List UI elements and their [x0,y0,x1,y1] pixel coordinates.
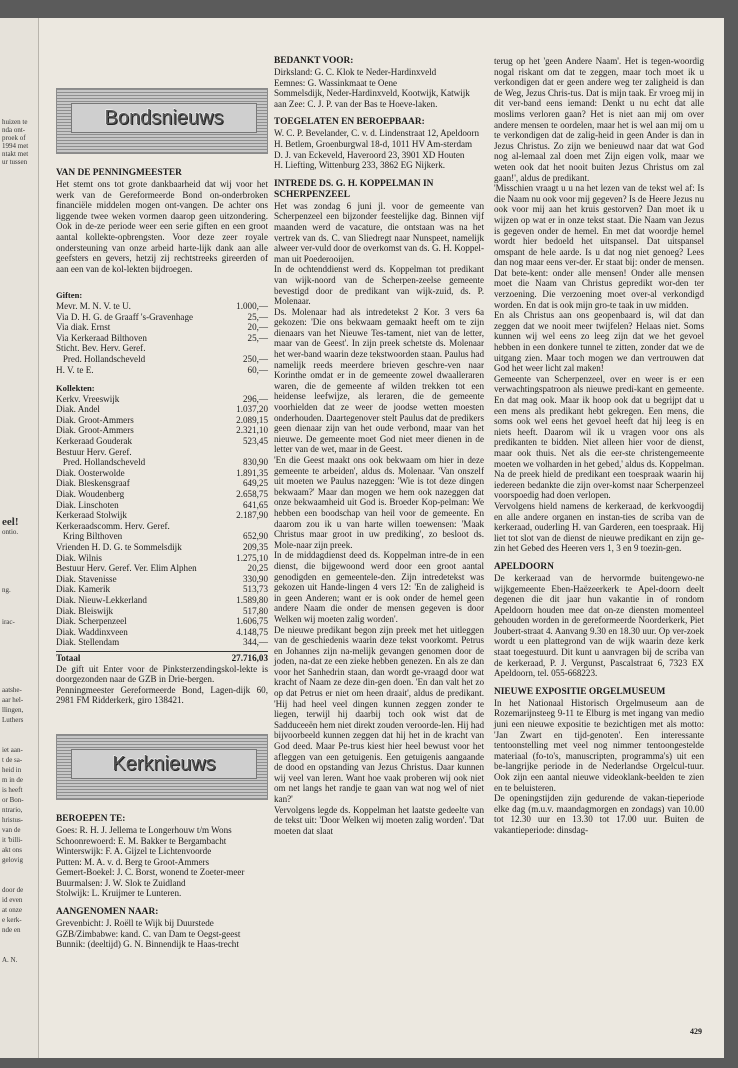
column-left [56,56,268,950]
kerknieuws-banner [56,734,268,800]
row-name: Diak. Stavenisse [56,573,117,584]
section-heading: VAN DE PENNINGMEESTER [56,168,182,178]
article-body [274,201,484,837]
margin-fragment: is heeft [2,786,23,794]
section-heading: APELDOORN [494,561,554,572]
paragraph: Na de preek hield de predikant een toespraak waarin hij iedereen bedankte die zijn over-komst naar Scherpenzeel voorspoedig had doen verlopen. [494,469,704,501]
row-amount: 641,65 [242,499,268,510]
row-name: Diak. Andel [56,404,100,415]
margin-fragment: akt ons [2,846,23,854]
kollekten-heading: Kollekten: [56,383,95,394]
margin-fragment: llingen, [2,706,24,714]
paragraph: Het was zondag 6 juni jl. voor de gemeente van Scherpenzeel een bijzonder feestelijke dag. Binnen vijf maanden werd de vacature, die ontstaan was na het vertrek van ds. C. van Sliedregt naar Nunspeet, namelijk alweer ver-vuld door de overkomst van ds. G. H. Koppel-man uit Poederooijen. [274,200,484,264]
row-name: Vrienden H. D. G. te Sommelsdijk [56,542,182,552]
row-name: Diak. Nieuw-Lekkerland [56,594,147,605]
margin-fragment: m in de [2,776,23,784]
row-name: Diak. Linschoten [56,499,119,510]
row-name: Diak. Waddinxveen [56,626,128,637]
row-name: Kerkeraadscomm. Herv. Geref. [56,520,170,531]
paragraph: Goes: R. H. J. Jellema te Longerhouw t/m Wons Schoonrewoerd: E. M. Bakker te Bergambacht Winterswijk: F. A. Gijzel te Lichtenvoorde Putten: M. A. v. d. Berg te Groot-Ammers Gemert-Boekel: J. C. Borst, wonend te Zoeter-meer Buurmalsen: J. W. Slok te Zuidland Stolwijk: L. Kruijmer te Lunteren. [56,824,245,899]
amount-row [56,312,268,323]
amount-row [56,415,268,426]
row-name: Diak. Groot-Ammers [56,425,134,436]
section-heading: INTREDE DS. G. H. KOPPELMAN IN SCHERPENZEEL [274,178,434,200]
row-amount: 60,— [247,364,268,375]
section-heading: BEDANKT VOOR: [274,56,354,66]
amount-row [56,425,268,436]
amount-row [56,478,268,489]
row-amount: 2.658,75 [236,489,268,500]
paragraph: In de ochtenddienst werd ds. Koppelman tot predikant van wijk-noord van de Scherpen-zeelse gemeente bevestigd door de predikant van wijk-zuid, ds. P. Molenaar. [274,264,484,307]
amount-row [56,584,268,595]
amount-row [56,468,268,479]
row-name: Diak. Groot-Ammers [56,414,134,425]
amount-row [56,563,268,574]
kollekten-list [56,394,268,648]
banner-title: Bondsnieuws [71,103,257,133]
row-amount: 523,45 [242,436,268,447]
row-name: Diak. Wilnis [56,552,102,563]
amount-row [56,322,268,333]
paragraph: Penningmeester Gereformeerde Bond, Lagen-dijk 60, 2981 FM Ridderkerk, giro 138421. [56,684,268,706]
amount-row [56,301,268,312]
giften-list [56,301,268,375]
amount-row [56,595,268,606]
section-heading: AANGENOMEN NAAR: [56,907,159,918]
bondsnieuws-banner [56,88,268,154]
column-middle [274,56,484,836]
row-amount: 250,— [242,353,268,364]
magazine-page [0,18,724,1058]
row-name: Kerkeraad Gouderak [56,436,132,447]
margin-fragment: door de [2,886,24,894]
margin-fragment: ng. [2,586,11,594]
amount-row [56,394,268,405]
totaal-amount: 27.716,03 [231,652,268,663]
row-name: Diak. Stellendam [56,637,120,648]
amount-row [56,521,268,532]
row-name: H. V. te E. [56,364,94,375]
margin-fragment: Luthers [2,716,24,724]
row-amount: 1.606,75 [236,616,268,627]
row-name: Diak. Bleskensgraaf [56,478,130,489]
amount-row [56,637,268,648]
row-amount [230,447,268,458]
column-right [494,56,704,836]
row-name: Bestuur Herv. Geref. [56,446,132,457]
row-name: Kerkeraad Stolwijk [56,510,127,521]
paragraph: Vervolgens legde ds. Koppelman het laatste gedeelte van de tekst uit: 'Door Welken wij moeten zalig worden'. 'Dat moeten dat slaat [274,804,484,836]
row-amount: 25,— [247,311,268,322]
paragraph: Vervolgens hield namens de kerkeraad, de kerkvoogdij en alle andere organen en instan-ties de scriba van de kerkeraad, ouderling H. van Garderen, een toespraak. Hij liet tot slot van de dienst de nieuwe predikant en zijn ge-zin het Gebed des Heeren vers 1, 3 en 9 toezin-gen. [494,500,704,554]
banner-title: Kerknieuws [71,749,257,779]
row-name: Diak. Oosterwolde [56,467,125,478]
paragraph: In het Nationaal Historisch Orgelmuseum aan de Rozemarijnsteeg 9-11 te Elburg is met ingang van medio juni een nieuwe expositie te bezichtigen met als motto: 'Jan Zwart en tijd-genoten'. Een interessante tentoonstelling met veel nog nimmer tentoongestelde materiaal (fo-to's, manuscripten, programma's) uit een be-langrijke periode in de Nederlandse Orgelcul-tuur. Ook zijn een aantal nieuwe videoklank-beelden te zien en te beluisteren. De openingstijden zijn gedurende de vakan-tieperiode elke dag (m.u.v. maandagmorgen en zondags) van 10.00 tot 12.30 uur en 13.30 tot 17.00 uur. Buiten de vakantieperiode: dinsdag- [494,697,704,835]
amount-row [56,606,268,617]
row-amount [230,521,268,532]
totaal-row [56,651,268,664]
row-amount: 1.037,20 [236,404,268,415]
paragraph: Het stemt ons tot grote dankbaarheid dat wij voor het werk van de Gereformeerde Bond on-onderbroken financiële middelen mogen ont-vangen. De achter ons liggende twee weken vormen daarop geen uitzondering. Ook in de-ze periode weer een serie giften en een groot aantal kollekte-opbrengsten. Voor deze zeer royale ondersteuning van onze arbeid harte-lijk dank aan alle geefsters en gevers, hetzij zij rechtstreeks gireerden of aan een van de kol-lekten bijdroegen. [56,179,268,274]
page-number: 429 [690,1027,702,1036]
margin-fragment: t de sa- [2,756,23,764]
margin-fragment: A. N. [2,956,18,964]
margin-fragment: 1994 met [2,142,29,150]
margin-fragment: e kerk- [2,916,22,924]
amount-row [56,553,268,564]
margin-fragment: hristus- [2,816,23,824]
margin-fragment: it 'billi- [2,836,23,844]
row-name: Diak. Woudenberg [56,489,125,500]
paragraph: Gemeente van Scherpenzeel, over en weer is er een verwachtingspatroon als nieuwe predi-kant en gemeente. En dat mag ook. Maar ik hoop ook dat u begrijpt dat u een mens als predikant hebt gekregen. Een mens, die soms ook wel eens het gevoel heeft dat hij leeg is en niets heeft. Daarom wil ik u vragen voor ons als predikanten te bidden. Niet alleen hier voor de dienst, maar ook thuis. Net als die eer-ste christengemeente moeten we volharden in het gebed,' aldus ds. Koppelman. [494,373,704,469]
paragraph: De gift uit Enter voor de Pinksterzendingskol-lekte is doorgezonden naar de GZB in Drie-bergen. [56,663,268,685]
paragraph: En als Christus aan ons geopenbaard is, wil dat dan zeggen dat we nooit meer twijfelen? Helaas niet. Soms kunnen wij wel eens zo leeg zijn dat we het gevoel hebben in een donkere tunnel te zitten, zonder dat we de uitgang zien. Maar toch mogen we dan vertrouwen dat God het weer licht zal maken! [494,310,704,374]
margin-fragment: ntakt met [2,150,29,158]
row-name: Diak. Kamerik [56,584,111,595]
margin-fragment: aar hel- [2,696,24,704]
margin-fragment: ontio. [2,528,19,536]
amount-row [56,574,268,585]
amount-row [56,404,268,415]
article-body [494,56,704,554]
row-amount: 1.891,35 [236,467,268,478]
paragraph: In de middagdienst deed ds. Koppelman intre-de in een dienst, die bijgewoond werd door een groot aantal genodigden en gemeentele-den. Zijn intredetekst was gekozen uit Hande-lingen 4 vers 12: 'En de zaligheid is in geen Anderen; want er is ook onder de hemel geen andere Naam die onder de mensen gegeven is door Welken wij moeten zalig worden'. [274,550,484,624]
row-amount: 25,— [247,332,268,343]
paragraph: W. C. P. Bevelander, C. v. d. Lindenstraat 12, Apeldoorn H. Betlem, Groenburgwal 18-d, 1011 HV Am-sterdam D. J. van Eckeveld, Haveroord 23, 3901 XD Houten H. Liefting, Wittenburg 233, 3862 EG Nijkerk. [274,128,480,171]
amount-row [56,333,268,344]
row-amount [230,343,268,354]
margin-fragment: aatshe- [2,686,22,694]
amount-row [56,354,268,365]
row-amount: 344,— [242,637,268,648]
section-heading: BEROEPEN TE: [56,813,126,824]
paragraph: terug op het 'geen Andere Naam'. Het is tegen-woordig nogal riskant om dat te zeggen, maar toch moet ik u verkondigen dat er geen andere weg ter zaligheid is dan de Weg, Jezus Chris-tus. Dat is mijn taak. Er vroeg mij in dit ver-band eens iemand: Denkt u nu echt dat alle moslims verloren gaan? Het is niet aan mij om over andere mensen te oordelen, maar het is wel aan mij om u te verkondigen dat de zalig-heid in geen Ander is dan in Jezus Christus. Zo zijn we benieuwd naar dat wat God nog al-lemaal zal doen met Zijn eigen volk, maar we weten ook dat het nooit buiten Jezus Christus om zal gaan!', aldus de predikant. [494,56,704,183]
margin-fragment: ur tussen [2,158,28,166]
row-amount: 20,25 [247,563,268,574]
amount-row [56,343,268,354]
row-amount: 830,90 [242,457,268,468]
amount-row [56,436,268,447]
giften-heading: Giften: [56,290,83,301]
margin-fragment: huizen te [2,118,28,126]
amount-row [56,627,268,638]
row-name: Pred. Hollandscheveld [56,457,146,468]
margin-fragment: gelovig [2,856,23,864]
row-name: Diak. Scherpenzeel [56,616,127,627]
row-name: Pred. Hollandscheveld [56,353,146,364]
amount-row [56,447,268,458]
row-name: Diak. Bleiswijk [56,605,114,616]
paragraph: De kerkeraad van de hervormde buitengewo-ne wijkgemeente Eben-Haëzeerkerk te Apel-doorn deelt degenen die dit jaar hun vakantie in of rondom Apeldoorn houden mee dat on-ze diensten momenteel gehouden worden in de gereformeerde Noorderkerk, Piet Joubert-straat 4. Aanvang 9.30 en 18.30 uur. Op ver-zoek wordt u een plattegrond van de wijk waarin deze kerk staat toegestuurd. Dit kunt u aanvragen bij de scriba van de kerkeraad, P. J. Vergunst, Pascalstraat 6, 7323 EX Apeldoorn, tel. 055-668223. [494,572,704,679]
margin-fragment: at onze [2,906,23,914]
row-name: Via Kerkeraad Bilthoven [56,332,147,343]
row-name: Sticht. Bev. Herv. Geref. [56,343,146,354]
section-heading: TOEGELATEN EN BEROEPBAAR: [274,117,425,128]
previous-page-edge [0,18,39,1058]
amount-row [56,510,268,521]
margin-fragment: id even [2,896,23,904]
margin-fragment: nde en [2,926,21,934]
row-amount: 2.089,15 [236,414,268,425]
row-name: Via diak. Ernst [56,322,111,333]
row-name: Via D. H. G. de Graaff 's-Gravenhage [56,311,194,322]
row-amount: 2.321,10 [236,425,268,436]
row-amount: 1.589,80 [236,594,268,605]
row-name: Bestuur Herv. Geref. Ver. Elim Alphen [56,563,197,574]
amount-row [56,531,268,542]
row-amount: 513,73 [242,584,268,595]
section-heading: NIEUWE EXPOSITIE ORGELMUSEUM [494,686,666,697]
row-name: Mevr. M. N. V. te U. [56,300,131,311]
margin-fragment: ntrario, [2,806,23,814]
row-amount: 517,80 [242,605,268,616]
amount-row [56,365,268,376]
row-amount: 652,90 [242,531,268,542]
amount-row [56,489,268,500]
row-amount: 1.000,— [236,300,268,311]
row-amount: 296,— [242,393,268,404]
margin-fragment: or Bon- [2,796,24,804]
row-amount: 1.275,10 [236,552,268,563]
amount-row [56,500,268,511]
paragraph: De nieuwe predikant begon zijn preek met het uitleggen van de geschiedenis waarin deze tekst voorkomt. Petrus en Johannes zijn na-melijk gevangen genomen door de joden, na-dat ze een zieke hebben genezen. En als ze dan voor het Sanhedrin staan, dan wordt ge-vraagd door wat kracht of Naam ze deze din-gen doen. 'En dan valt het zo op dat Petrus er niet om heen draait', aldus de predikant. 'Hij had heel veel dingen kunnen zeggen zonder te liegen, terwijl hij daarbij toch ook wist dat de Sadduceeën hem niet direkt zouden veroorde-len. Hij had bijvoorbeeld kunnen zeggen dat hij het in de kracht van God deed. Maar Pe-trus kiest hier heel bewust voor het afleggen van een getuigenis. Een getuigenis aangaande de dood en opstanding van Jezus Christus. Daar kunnen wij veel van leren. Want hoe vaak proberen wij ook niet om net langs het randje te gaan van wat nog wel of niet kan?' [274,624,484,804]
row-amount: 2.187,90 [236,510,268,521]
row-amount: 4.148,75 [236,626,268,637]
row-amount: 20,— [247,322,268,333]
row-amount: 330,90 [242,573,268,584]
margin-fragment: heid in [2,766,22,774]
row-amount: 649,25 [242,478,268,489]
paragraph: 'En die Geest maakt ons ook bekwaam om hier in deze gemeente te arbeiden', aldus ds. Molenaar. 'Van onszelf uit moeten we Paulus nazeggen: 'Wie is tot deze dingen bekwaam?' Maar dan mogen we hem ook nazeggen dat onze bekwaamheid uit God is. Broeder Kop-pelman: We hebben een boodschap van heil voor de gemeente. En daarom zou ik u van harte willen toewensen: 'Maak Christus maar groot in uw prediking', zo besloot ds. Mole-naar zijn preek. [274,455,484,550]
margin-fragment: iet aan- [2,746,23,754]
margin-fragment: irac- [2,618,15,626]
margin-fragment: nda ont- [2,126,26,134]
paragraph: Dirksland: G. C. Klok te Neder-Hardinxveld Eemnes: G. Wassinkmaat te Oene Sommelsdijk, Neder-Hardinxveld, Kootwijk, Katwijk aan Zee: C. J. P. van der Bas te Hoeve-laken. [274,67,470,109]
amount-row [56,457,268,468]
row-name: Kring Bilthoven [56,531,123,542]
margin-fragment: proek of [2,134,26,142]
margin-fragment: van de [2,826,21,834]
totaal-label: Totaal [56,652,81,663]
margin-fragment: eel! [2,516,19,528]
paragraph: Ds. Molenaar had als intredetekst 2 Kor. 3 vers 6a gekozen: 'Die ons bekwaam gemaakt heeft om te zijn dienaars van het Nieuwe Tes-tament, niet van de letter, maar van de Geest'. In zijn preek schetste ds. Molenaar het wer-band waarin deze tekstwoorden staan. Paulus had namelijk reeds meerdere brieven geschre-ven naar Korinthe omdat er in de gemeente zowel dwaalleraren waren, die de gemeente af wilden trekken tot een heidense leefwijze, als leraren, die de gemeente voorhielden dat ze weer de joodse wetten moesten onderhouden. Daartegenover stelt Paulus dat de predikers geen dienaar zijn van het oude verbond, maar van het nieuwe. De gemeente moet God niet meer dienen in de letter van de wet, maar in de Geest. [274,306,484,455]
paragraph: Grevenbicht: J. Roëll te Wijk bij Duurstede GZB/Zimbabwe: kand. C. van Dam te Oegst-geest Bunnik: (deeltijd) G. N. Binnendijk te Haas-trecht [56,918,241,950]
amount-row [56,542,268,553]
paragraph: 'Misschien vraagt u u na het lezen van de tekst wel af: Is die Naam nu ook voor mij gegeven? Is de Heere Jezus nu ook voor mij aan het kruis gestorven? Dan moet ik u wijzen op wat er in onze tekst staat. Die Naam van Jezus is gegeven onder de hemel. En met dat woordje hemel wordt hier bedoeld het uitspansel. Dat uitspansel omspant de hele aarde. Is u dat nog niet genoeg? Lees dan nog maar eens ver-der. Er staat bij: onder de mensen. Dat bete-kent: onder alle mensen! Onder alle mensen moet die Naam van Christus gepredikt wor-den ter verzoening. Die verzoening moet over-al verkondigd worden. En dat is ook mijn gro-te taak in uw midden. [494,183,704,310]
row-amount: 209,35 [242,542,268,552]
amount-row [56,616,268,627]
row-name: Kerkv. Vreeswijk [56,393,120,404]
